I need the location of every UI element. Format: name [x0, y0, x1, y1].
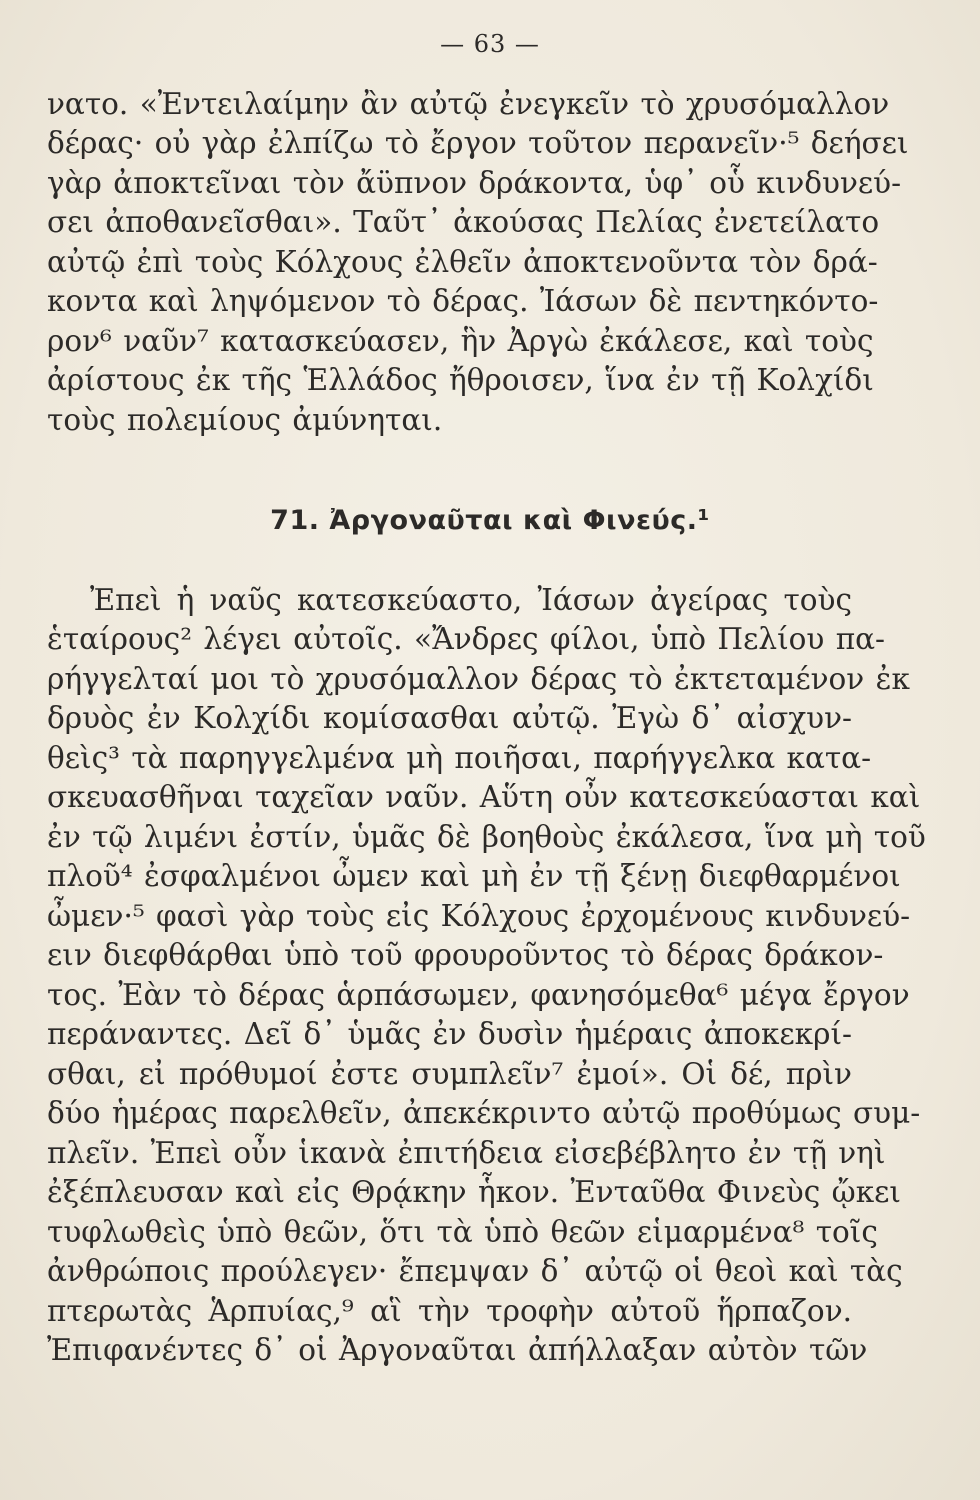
text-line: πτερωτὰς Ἁρπυίας,⁹ αἳ τὴν τροφὴν αὐτοῦ ἥρπαζον.	[47, 1294, 852, 1328]
text-line: ἀνθρώποις προύλεγεν· ἔπεμψαν δ᾽ αὐτῷ οἱ θεοὶ καὶ τὰς	[47, 1254, 903, 1288]
section-heading: 71. Ἀργοναῦται καὶ Φινεύς.¹	[270, 505, 710, 536]
text-line: ἑταίρους² λέγει αὐτοῖς. «Ἄνδρες φίλοι, ὑπὸ Πελίου πα-	[47, 622, 886, 656]
text-line: δύο ἡμέρας παρελθεῖν, ἀπεκέκριντο αὐτῷ προθύμως συμ-	[47, 1096, 921, 1130]
text-line: σθαι, εἰ πρόθυμοί ἐστε συμπλεῖν⁷ ἐμοί». Οἱ δέ, πρὶν	[47, 1057, 852, 1091]
text-line: πλεῖν. Ἐπεὶ οὖν ἱκανὰ ἐπιτήδεια εἰσεβέβλητο ἐν τῇ νηὶ	[47, 1136, 886, 1170]
text-line: ειν διεφθάρθαι ὑπὸ τοῦ φρουροῦντος τὸ δέρας δράκον-	[47, 938, 884, 972]
text-line: σκευασθῆναι ταχεῖαν ναῦν. Αὕτη οὖν κατεσκεύασται καὶ	[47, 780, 921, 814]
text-line: δρυὸς ἐν Κολχίδι κομίσασθαι αὐτῷ. Ἐγὼ δ᾽ αἰσχυν-	[47, 701, 852, 735]
text-line: ἐξέπλευσαν καὶ εἰς Θρᾴκην ἧκον. Ἐνταῦθα Φινεὺς ᾤκει	[47, 1175, 901, 1209]
text-line: τοὺς πολεμίους ἀμύνηται.	[47, 403, 443, 437]
text-line: κοντα καὶ ληψόμενον τὸ δέρας. Ἰάσων δὲ πεντηκόντο-	[47, 284, 879, 318]
text-line: ἐν τῷ λιμένι ἐστίν, ὑμᾶς δὲ βοηθοὺς ἐκάλεσα, ἵνα μὴ τοῦ	[47, 820, 926, 854]
text-line: Ἐπεὶ ἡ ναῦς κατεσκεύαστο, Ἰάσων ἀγείρας τοὺς	[90, 583, 852, 617]
text-line: θεὶς³ τὰ παρηγγελμένα μὴ ποιῆσαι, παρήγγελκα κατα-	[47, 741, 872, 775]
page-number: — 63 —	[440, 30, 540, 58]
text-line: ὦμεν·⁵ φασὶ γὰρ τοὺς εἰς Κόλχους ἐρχομένους κινδυνεύ-	[47, 899, 911, 933]
text-line: αὐτῷ ἐπὶ τοὺς Κόλχους ἐλθεῖν ἀποκτενοῦντα τὸν δρά-	[47, 245, 878, 279]
text-line: ρον⁶ ναῦν⁷ κατασκεύασεν, ἣν Ἀργὼ ἐκάλεσε, καὶ τοὺς	[47, 324, 874, 358]
text-line: γὰρ ἀποκτεῖναι τὸν ἄϋπνον δράκοντα, ὑφ᾽ οὗ κινδυνεύ-	[47, 166, 902, 200]
text-line: πλοῦ⁴ ἐσφαλμένοι ὦμεν καὶ μὴ ἐν τῇ ξένῃ διεφθαρμένοι	[47, 859, 901, 893]
text-line: τος. Ἐὰν τὸ δέρας ἁρπάσωμεν, φανησόμεθα⁶ μέγα ἔργον	[47, 978, 910, 1012]
text-line: νατο. «Ἐντειλαίμην ἂν αὐτῷ ἐνεγκεῖν τὸ χρυσόμαλλον	[47, 87, 890, 121]
text-line: δέρας· οὐ γὰρ ἐλπίζω τὸ ἔργον τοῦτον περανεῖν·⁵ δεήσει	[47, 126, 909, 160]
text-line: τυφλωθεὶς ὑπὸ θεῶν, ὅτι τὰ ὑπὸ θεῶν εἱμαρμένα⁸ τοῖς	[47, 1215, 878, 1249]
text-line: περάναντες. Δεῖ δ᾽ ὑμᾶς ἐν δυσὶν ἡμέραις ἀποκεκρί-	[47, 1017, 852, 1051]
text-line: Ἐπιφανέντες δ᾽ οἱ Ἀργοναῦται ἀπήλλαξαν αὐτὸν τῶν	[47, 1333, 868, 1367]
text-line: ἀρίστους ἐκ τῆς Ἑλλάδος ἤθροισεν, ἵνα ἐν τῇ Κολχίδι	[47, 363, 874, 397]
text-line: ρήγγελταί μοι τὸ χρυσόμαλλον δέρας τὸ ἐκτεταμένον ἐκ	[47, 662, 910, 696]
text-line: σει ἀποθανεῖσθαι». Ταῦτ᾽ ἀκούσας Πελίας ἐνετείλατο	[47, 205, 880, 239]
